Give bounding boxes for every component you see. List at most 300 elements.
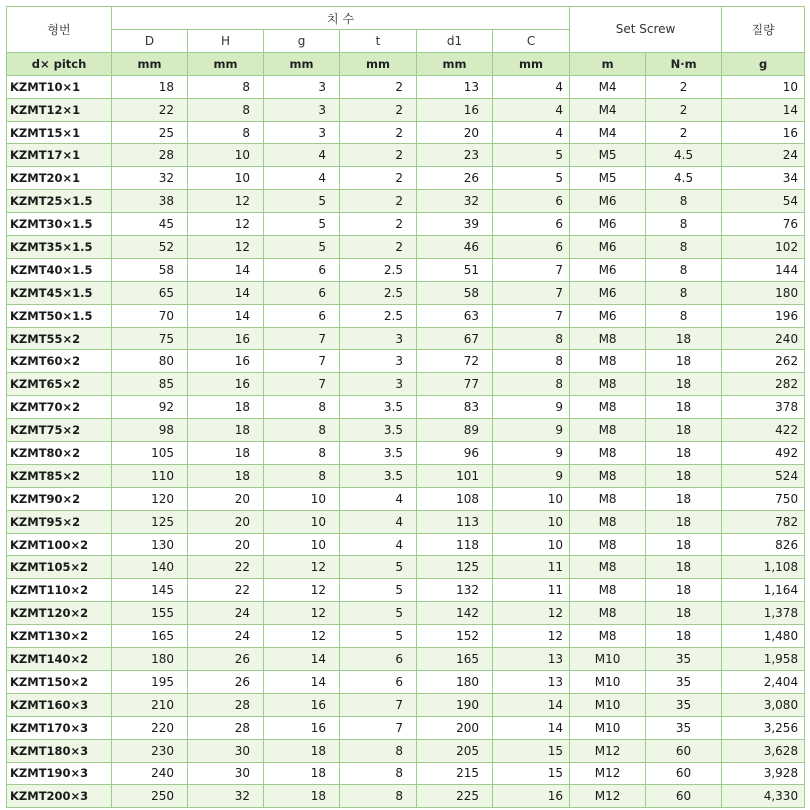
table-row [7,533,805,556]
model-cell: KZMT100×2 [7,533,112,556]
t-cell: 2 [340,144,417,167]
table-row [7,739,805,762]
screw-size-cell: M4 [570,121,646,144]
col-header-g: g [264,30,340,53]
screw-size-cell: M5 [570,167,646,190]
C-cell: 6 [493,190,570,213]
weight-cell: 524 [722,464,805,487]
weight-cell: 378 [722,396,805,419]
D-cell: 220 [112,716,188,739]
t-cell: 3 [340,373,417,396]
table-row [7,419,805,442]
D-cell: 22 [112,98,188,121]
D-cell: 85 [112,373,188,396]
C-cell: 15 [493,762,570,785]
C-cell: 9 [493,464,570,487]
g-cell: 6 [264,304,340,327]
torque-cell: 18 [646,625,722,648]
table-row [7,236,805,259]
model-cell: KZMT30×1.5 [7,213,112,236]
unit-nm: N·m [646,52,722,75]
weight-cell: 180 [722,281,805,304]
torque-cell: 8 [646,213,722,236]
d1-cell: 142 [417,602,493,625]
torque-cell: 35 [646,693,722,716]
g-cell: 5 [264,213,340,236]
D-cell: 140 [112,556,188,579]
C-cell: 13 [493,670,570,693]
t-cell: 7 [340,716,417,739]
model-cell: KZMT45×1.5 [7,281,112,304]
table-row [7,75,805,98]
weight-cell: 1,378 [722,602,805,625]
H-cell: 18 [188,419,264,442]
D-cell: 250 [112,785,188,808]
H-cell: 10 [188,144,264,167]
t-cell: 2.5 [340,304,417,327]
C-cell: 8 [493,327,570,350]
table-row [7,350,805,373]
torque-cell: 18 [646,602,722,625]
screw-size-cell: M5 [570,144,646,167]
screw-size-cell: M8 [570,373,646,396]
d1-cell: 101 [417,464,493,487]
D-cell: 165 [112,625,188,648]
H-cell: 8 [188,98,264,121]
unit-weight: g [722,52,805,75]
col-header-d1: d1 [417,30,493,53]
t-cell: 7 [340,693,417,716]
H-cell: 20 [188,533,264,556]
H-cell: 14 [188,281,264,304]
C-cell: 9 [493,396,570,419]
C-cell: 6 [493,236,570,259]
screw-size-cell: M10 [570,670,646,693]
screw-size-cell: M8 [570,625,646,648]
weight-cell: 1,164 [722,579,805,602]
C-cell: 15 [493,739,570,762]
D-cell: 180 [112,648,188,671]
table-row [7,373,805,396]
torque-cell: 2 [646,75,722,98]
t-cell: 4 [340,533,417,556]
H-cell: 8 [188,121,264,144]
t-cell: 2 [340,213,417,236]
g-cell: 14 [264,670,340,693]
model-cell: KZMT190×3 [7,762,112,785]
d1-cell: 190 [417,693,493,716]
screw-size-cell: M8 [570,556,646,579]
model-cell: KZMT150×2 [7,670,112,693]
g-cell: 14 [264,648,340,671]
t-cell: 3 [340,350,417,373]
t-cell: 2 [340,75,417,98]
g-cell: 7 [264,350,340,373]
screw-size-cell: M8 [570,464,646,487]
D-cell: 98 [112,419,188,442]
g-cell: 6 [264,258,340,281]
H-cell: 24 [188,602,264,625]
table-row [7,442,805,465]
model-cell: KZMT17×1 [7,144,112,167]
C-cell: 7 [493,304,570,327]
g-cell: 8 [264,442,340,465]
screw-size-cell: M8 [570,487,646,510]
H-cell: 26 [188,670,264,693]
model-cell: KZMT95×2 [7,510,112,533]
screw-size-cell: M8 [570,350,646,373]
C-cell: 14 [493,693,570,716]
weight-cell: 102 [722,236,805,259]
t-cell: 3.5 [340,396,417,419]
table-row [7,762,805,785]
model-cell: KZMT110×2 [7,579,112,602]
g-cell: 4 [264,167,340,190]
d1-cell: 96 [417,442,493,465]
model-cell: KZMT25×1.5 [7,190,112,213]
d1-cell: 152 [417,625,493,648]
H-cell: 12 [188,236,264,259]
weight-cell: 750 [722,487,805,510]
table-row [7,510,805,533]
d1-cell: 180 [417,670,493,693]
t-cell: 5 [340,556,417,579]
g-cell: 16 [264,716,340,739]
unit-C: mm [493,52,570,75]
g-cell: 3 [264,121,340,144]
C-cell: 8 [493,350,570,373]
table-row [7,716,805,739]
C-cell: 5 [493,167,570,190]
torque-cell: 4.5 [646,167,722,190]
unit-D: mm [112,52,188,75]
C-cell: 10 [493,487,570,510]
screw-size-cell: M6 [570,236,646,259]
torque-cell: 2 [646,121,722,144]
col-header-D: D [112,30,188,53]
torque-cell: 8 [646,190,722,213]
d1-cell: 225 [417,785,493,808]
C-cell: 8 [493,373,570,396]
d1-cell: 205 [417,739,493,762]
torque-cell: 60 [646,785,722,808]
torque-cell: 18 [646,533,722,556]
C-cell: 11 [493,579,570,602]
g-cell: 10 [264,533,340,556]
g-cell: 12 [264,625,340,648]
D-cell: 240 [112,762,188,785]
t-cell: 2.5 [340,258,417,281]
model-cell: KZMT12×1 [7,98,112,121]
torque-cell: 60 [646,762,722,785]
unit-m: m [570,52,646,75]
t-cell: 4 [340,510,417,533]
H-cell: 14 [188,304,264,327]
D-cell: 18 [112,75,188,98]
H-cell: 30 [188,739,264,762]
torque-cell: 18 [646,419,722,442]
model-cell: KZMT180×3 [7,739,112,762]
d1-cell: 77 [417,373,493,396]
d1-cell: 108 [417,487,493,510]
g-cell: 8 [264,396,340,419]
t-cell: 2 [340,190,417,213]
torque-cell: 4.5 [646,144,722,167]
torque-cell: 8 [646,281,722,304]
table-row [7,327,805,350]
t-cell: 4 [340,487,417,510]
C-cell: 9 [493,442,570,465]
t-cell: 3.5 [340,464,417,487]
g-cell: 10 [264,487,340,510]
screw-size-cell: M6 [570,258,646,281]
t-cell: 3.5 [340,442,417,465]
torque-cell: 8 [646,258,722,281]
model-cell: KZMT130×2 [7,625,112,648]
D-cell: 92 [112,396,188,419]
C-cell: 7 [493,258,570,281]
table-row [7,258,805,281]
weight-cell: 16 [722,121,805,144]
table-row [7,648,805,671]
weight-cell: 826 [722,533,805,556]
D-cell: 120 [112,487,188,510]
t-cell: 6 [340,648,417,671]
H-cell: 22 [188,579,264,602]
H-cell: 10 [188,167,264,190]
g-cell: 12 [264,579,340,602]
C-cell: 4 [493,75,570,98]
torque-cell: 18 [646,464,722,487]
g-cell: 10 [264,510,340,533]
H-cell: 28 [188,693,264,716]
D-cell: 125 [112,510,188,533]
weight-cell: 3,928 [722,762,805,785]
D-cell: 195 [112,670,188,693]
H-cell: 18 [188,464,264,487]
model-cell: KZMT170×3 [7,716,112,739]
table-row [7,670,805,693]
H-cell: 8 [188,75,264,98]
torque-cell: 60 [646,739,722,762]
C-cell: 10 [493,510,570,533]
screw-size-cell: M8 [570,442,646,465]
torque-cell: 18 [646,373,722,396]
H-cell: 28 [188,716,264,739]
g-cell: 5 [264,236,340,259]
d1-cell: 132 [417,579,493,602]
d1-cell: 113 [417,510,493,533]
unit-model: d× pitch [7,52,112,75]
d1-cell: 200 [417,716,493,739]
C-cell: 16 [493,785,570,808]
H-cell: 26 [188,648,264,671]
weight-cell: 76 [722,213,805,236]
model-cell: KZMT40×1.5 [7,258,112,281]
weight-cell: 54 [722,190,805,213]
H-cell: 12 [188,190,264,213]
weight-cell: 10 [722,75,805,98]
t-cell: 3.5 [340,419,417,442]
table-row [7,98,805,121]
C-cell: 14 [493,716,570,739]
torque-cell: 8 [646,236,722,259]
g-cell: 18 [264,762,340,785]
model-cell: KZMT85×2 [7,464,112,487]
screw-size-cell: M12 [570,762,646,785]
d1-cell: 83 [417,396,493,419]
C-cell: 10 [493,533,570,556]
model-cell: KZMT65×2 [7,373,112,396]
t-cell: 5 [340,602,417,625]
g-cell: 3 [264,98,340,121]
table-row [7,396,805,419]
screw-size-cell: M6 [570,304,646,327]
weight-cell: 1,480 [722,625,805,648]
screw-size-cell: M6 [570,281,646,304]
torque-cell: 2 [646,98,722,121]
screw-size-cell: M8 [570,533,646,556]
t-cell: 8 [340,762,417,785]
H-cell: 16 [188,327,264,350]
weight-cell: 34 [722,167,805,190]
table-row [7,304,805,327]
table-row [7,785,805,808]
model-cell: KZMT60×2 [7,350,112,373]
H-cell: 20 [188,487,264,510]
C-cell: 4 [493,121,570,144]
torque-cell: 18 [646,579,722,602]
t-cell: 6 [340,670,417,693]
table-row [7,281,805,304]
col-header-t: t [340,30,417,53]
screw-size-cell: M8 [570,327,646,350]
g-cell: 8 [264,419,340,442]
d1-cell: 13 [417,75,493,98]
g-cell: 7 [264,373,340,396]
C-cell: 6 [493,213,570,236]
D-cell: 58 [112,258,188,281]
model-cell: KZMT35×1.5 [7,236,112,259]
model-cell: KZMT15×1 [7,121,112,144]
table-row [7,190,805,213]
screw-size-cell: M8 [570,579,646,602]
model-cell: KZMT200×3 [7,785,112,808]
d1-cell: 89 [417,419,493,442]
screw-size-cell: M12 [570,785,646,808]
t-cell: 8 [340,739,417,762]
d1-cell: 118 [417,533,493,556]
D-cell: 210 [112,693,188,716]
d1-cell: 20 [417,121,493,144]
weight-cell: 240 [722,327,805,350]
d1-cell: 67 [417,327,493,350]
weight-cell: 422 [722,419,805,442]
d1-cell: 58 [417,281,493,304]
unit-d1: mm [417,52,493,75]
d1-cell: 51 [417,258,493,281]
model-cell: KZMT80×2 [7,442,112,465]
weight-cell: 3,256 [722,716,805,739]
t-cell: 5 [340,579,417,602]
C-cell: 13 [493,648,570,671]
D-cell: 70 [112,304,188,327]
model-cell: KZMT70×2 [7,396,112,419]
t-cell: 2 [340,236,417,259]
table-row [7,487,805,510]
torque-cell: 18 [646,396,722,419]
model-cell: KZMT105×2 [7,556,112,579]
D-cell: 45 [112,213,188,236]
weight-cell: 3,628 [722,739,805,762]
weight-cell: 1,108 [722,556,805,579]
weight-cell: 492 [722,442,805,465]
units-row [7,52,805,75]
g-cell: 5 [264,190,340,213]
spec-table [6,6,805,808]
C-cell: 9 [493,419,570,442]
table-row [7,464,805,487]
t-cell: 2 [340,167,417,190]
table-row [7,144,805,167]
table-row [7,625,805,648]
torque-cell: 18 [646,487,722,510]
weight-cell: 196 [722,304,805,327]
g-cell: 7 [264,327,340,350]
screw-size-cell: M8 [570,396,646,419]
g-cell: 18 [264,785,340,808]
d1-cell: 125 [417,556,493,579]
weight-cell: 782 [722,510,805,533]
weight-cell: 14 [722,98,805,121]
weight-cell: 3,080 [722,693,805,716]
screw-size-cell: M4 [570,75,646,98]
model-cell: KZMT160×3 [7,693,112,716]
H-cell: 18 [188,396,264,419]
t-cell: 2 [340,98,417,121]
D-cell: 130 [112,533,188,556]
model-header: 형번 [7,7,112,53]
model-cell: KZMT120×2 [7,602,112,625]
H-cell: 24 [188,625,264,648]
g-cell: 4 [264,144,340,167]
torque-cell: 35 [646,670,722,693]
D-cell: 38 [112,190,188,213]
g-cell: 8 [264,464,340,487]
d1-cell: 63 [417,304,493,327]
model-cell: KZMT140×2 [7,648,112,671]
model-cell: KZMT50×1.5 [7,304,112,327]
H-cell: 22 [188,556,264,579]
table-row [7,556,805,579]
model-cell: KZMT90×2 [7,487,112,510]
screw-size-cell: M10 [570,716,646,739]
torque-cell: 8 [646,304,722,327]
weight-header: 질량 [722,7,805,53]
D-cell: 52 [112,236,188,259]
D-cell: 145 [112,579,188,602]
d1-cell: 39 [417,213,493,236]
weight-cell: 262 [722,350,805,373]
D-cell: 110 [112,464,188,487]
C-cell: 12 [493,602,570,625]
model-cell: KZMT75×2 [7,419,112,442]
t-cell: 2.5 [340,281,417,304]
weight-cell: 282 [722,373,805,396]
unit-g: mm [264,52,340,75]
H-cell: 32 [188,785,264,808]
table-row [7,602,805,625]
